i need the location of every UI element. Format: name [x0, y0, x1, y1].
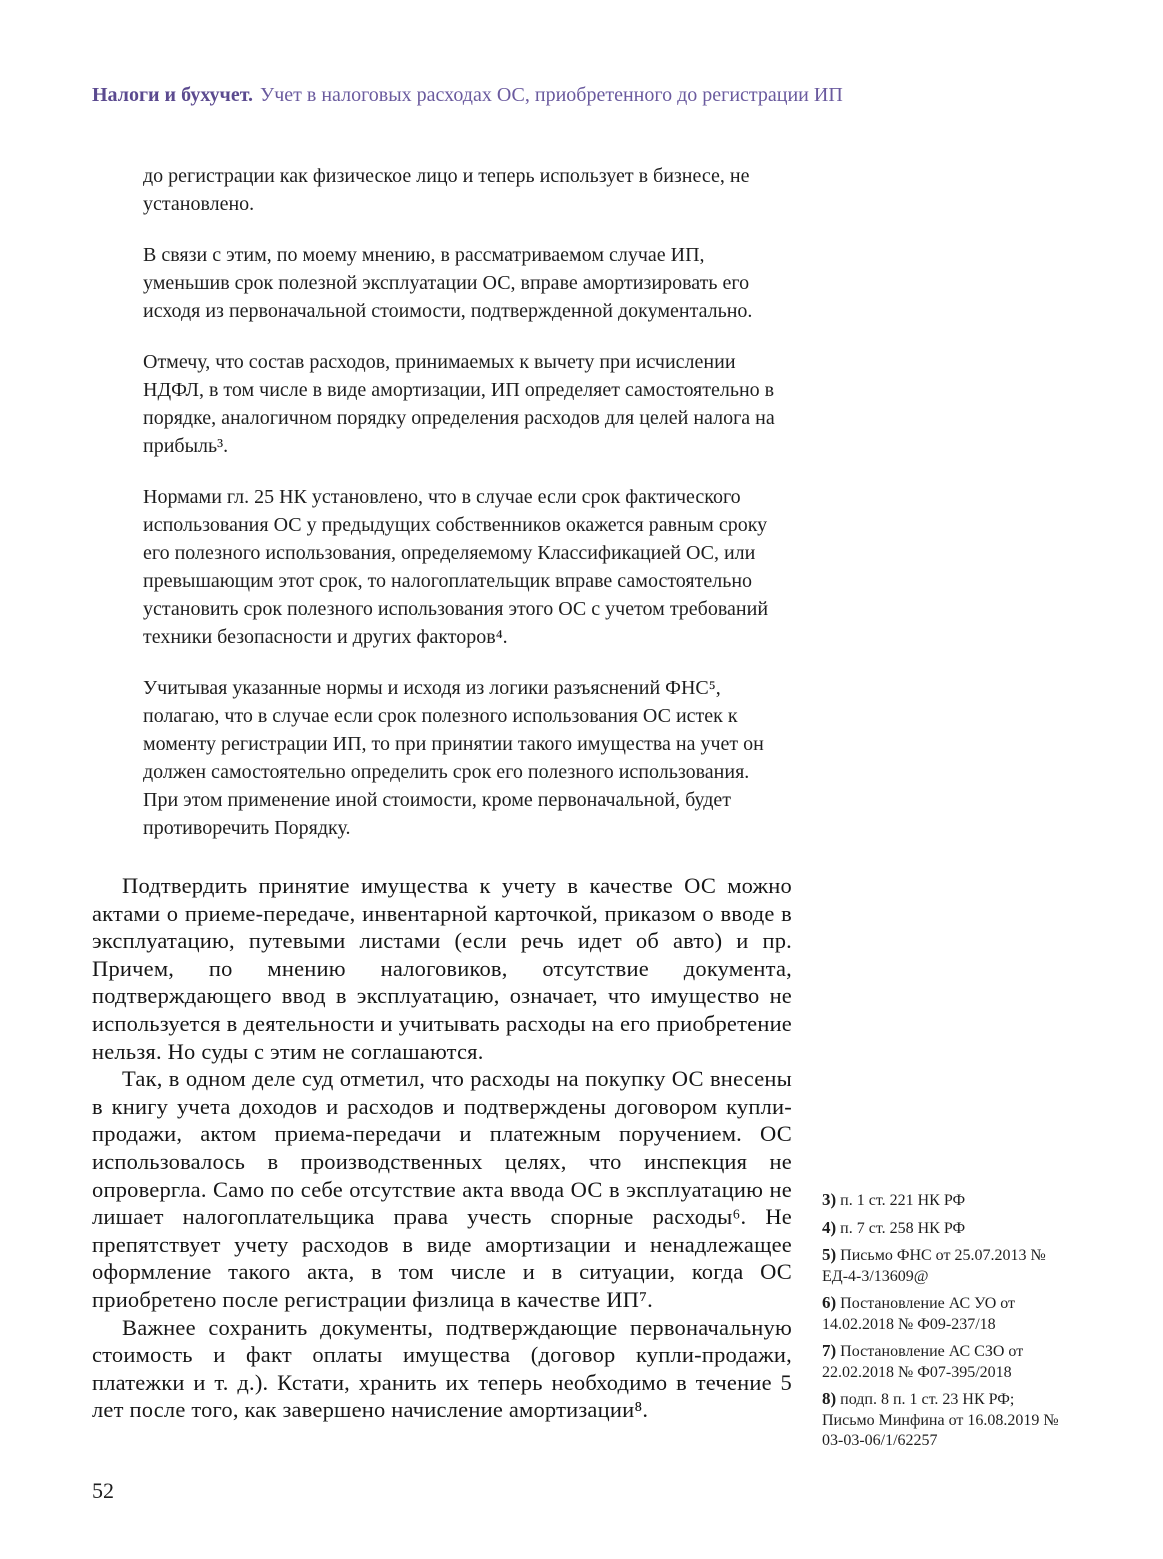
footnote-number: 5): [822, 1245, 837, 1264]
footnote-item: [822, 1293, 1060, 1335]
footnote-number: 3): [822, 1190, 837, 1209]
footnote-item: [822, 1245, 1060, 1287]
footnote-text: п. 1 ст. 221 НК РФ: [840, 1192, 966, 1209]
page-number: 52: [92, 1478, 114, 1503]
footnote-item: [822, 1389, 1060, 1452]
body-paragraph: Важнее сохранить документы, подтверждающие первоначальную стоимость и факт оплаты имущества (договор купли-продажи, платежки и т. д.). Кстати, хранить их теперь необходимо в течение 5 лет после того, как завершено начисление амортизации⁸.: [92, 1314, 792, 1423]
quote-paragraph: Нормами гл. 25 НК установлено, что в случае если срок фактического использования ОС у предыдущих собственников окажется равным сроку его полезного использования, определяемому Классификацией ОС, или превышающим этот срок, то налогоплательщик вправе самостоятельно установить срок полезного использования этого ОС с учетом требований техники безопасности и других факторов⁴.: [143, 486, 769, 648]
footnote-number: 6): [822, 1293, 837, 1312]
footnote-item: [822, 1218, 1060, 1240]
footnote-text: подп. 8 п. 1 ст. 23 НК РФ; Письмо Минфина от 16.08.2019 № 03-03-06/1/62257: [822, 1391, 1059, 1449]
footnote-item: [822, 1190, 1060, 1212]
article-body: [92, 872, 792, 1424]
body-paragraph: Так, в одном деле суд отметил, что расходы на покупку ОС внесены в книгу учета доходов и расходов и подтверждены договором купли-продажи, актом приема-передачи и платежным поручением. ОС использовалось в производственных целях, что инспекция не опровергла. Само по себе отсутствие акта ввода ОС в эксплуатацию не лишает налогоплательщика права учесть спорные расходы⁶. Не препятствует учету расходов в виде амортизации и ненадлежащее оформление такого акта, в том числе и в ситуации, когда ОС приобретено после регистрации физлица в качестве ИП⁷.: [92, 1066, 792, 1312]
footnote-text: Постановление АС СЗО от 22.02.2018 № Ф07-395/2018: [822, 1343, 1024, 1381]
footnotes-sidebar: [822, 1190, 1060, 1458]
footnote-number: 4): [822, 1217, 837, 1237]
footnote-text: п. 7 ст. 258 НК РФ: [840, 1219, 966, 1237]
section-label: Налоги и бухучет.: [92, 84, 254, 106]
quote-paragraph: Отмечу, что состав расходов, принимаемых к вычету при исчислении НДФЛ, в том числе в виде амортизации, ИП определяет самостоятельно в порядке, аналогичном порядку определения расходов для целей налога на прибыль³.: [143, 351, 775, 457]
body-paragraph: Подтвердить принятие имущества к учету в качестве ОС можно актами о приеме-передаче, инвентарной карточкой, приказом о вводе в эксплуатацию, путевыми листами (если речь идет об авто) и пр. Причем, по мнению налоговиков, отсутствие документа, подтверждающего ввод в эксплуатацию, означает, что имущество не используется в деятельности и учитывать расходы на его приобретение нельзя. Но суды с этим не соглашаются.: [92, 873, 792, 1064]
quote-paragraph: В связи с этим, по моему мнению, в рассматриваемом случае ИП, уменьшив срок полезной эксплуатации ОС, вправе амортизировать его исходя из первоначальной стоимости, подтвержденной документально.: [143, 244, 753, 322]
footnote-text: Постановление АС УО от 14.02.2018 № Ф09-237/18: [822, 1295, 1016, 1333]
footnote-item: [822, 1341, 1060, 1383]
quote-paragraph: Учитывая указанные нормы и исходя из логики разъяснений ФНС⁵, полагаю, что в случае если срок полезного использования ОС истек к моменту регистрации ИП, то при принятии такого имущества на учет он должен самостоятельно определить срок его полезного использования. При этом применение иной стоимости, кроме первоначальной, будет противоречить Порядку.: [143, 677, 764, 839]
running-head: [92, 82, 1072, 108]
expert-quote-block: [143, 162, 777, 865]
article-title: Учет в налоговых расходах ОС, приобретенного до регистрации ИП: [260, 84, 843, 106]
footnote-number: 7): [822, 1341, 837, 1360]
footnote-number: 8): [822, 1389, 837, 1408]
quote-paragraph: до регистрации как физическое лицо и теперь использует в бизнесе, не установлено.: [143, 165, 750, 215]
footnote-text: Письмо ФНС от 25.07.2013 № ЕД-4-3/13609@: [822, 1247, 1046, 1285]
